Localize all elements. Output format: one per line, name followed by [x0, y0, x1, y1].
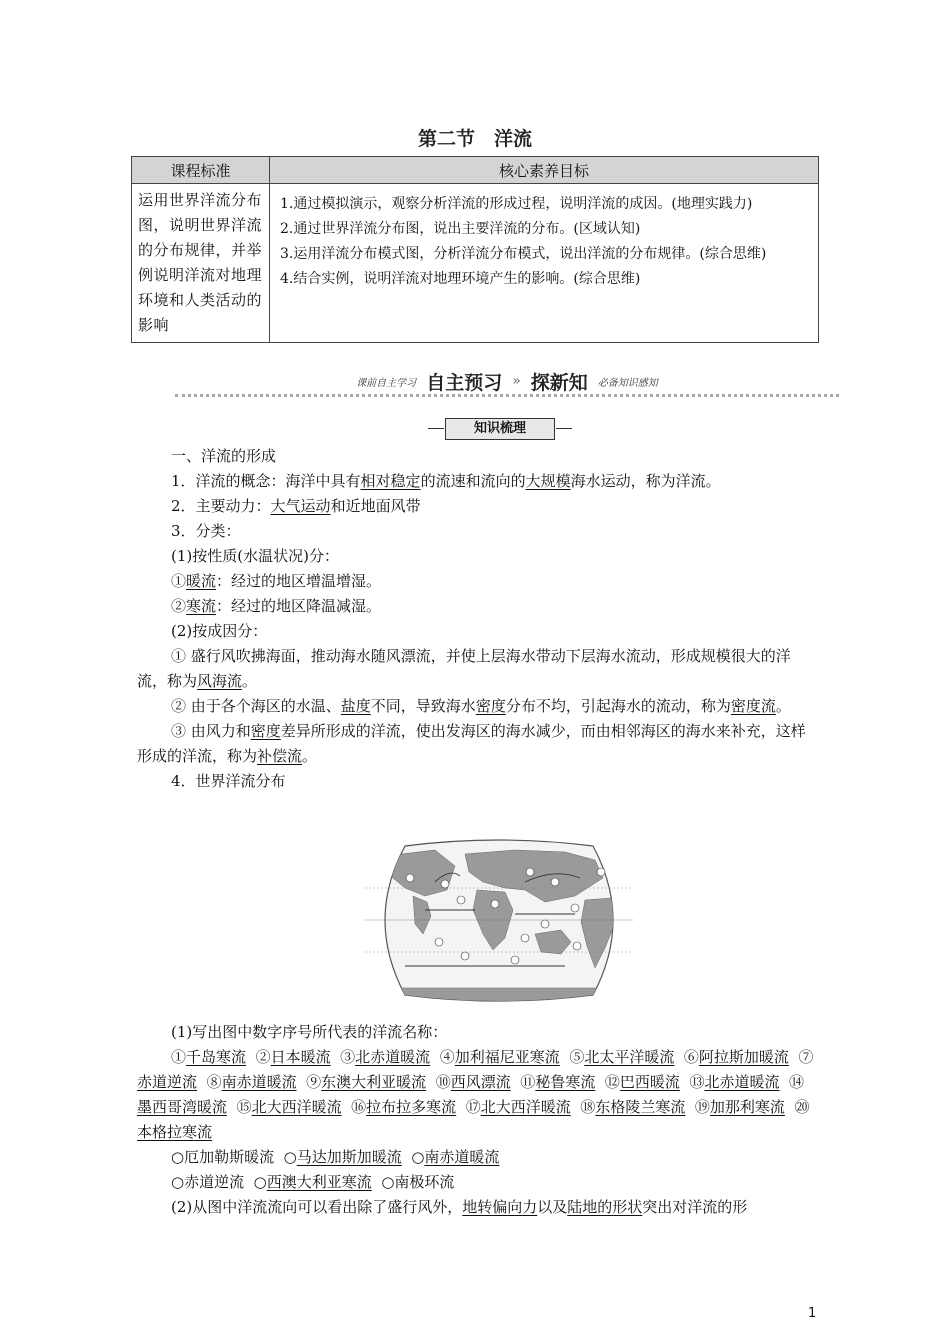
- current-item: [436, 1073, 511, 1091]
- banner-main-label-2: 探新知: [530, 371, 588, 394]
- paragraph: ② 由于各个海区的水温、盐度不同，导致海水密度分布不均，引起海水的流动，称为密度流。: [171, 697, 791, 715]
- current-name: 本格拉寒流: [137, 1123, 213, 1141]
- paragraph: (2)按成因分：: [171, 622, 268, 640]
- current-name: 厄加勒斯暖流: [184, 1148, 275, 1166]
- current-name: 北赤道暖流: [704, 1073, 780, 1091]
- current-number: ⑬: [689, 1073, 705, 1091]
- current-number: ○: [171, 1148, 185, 1166]
- current-name: 加利福尼亚寒流: [454, 1048, 560, 1066]
- current-item: [411, 1148, 499, 1166]
- goal-item: 1.通过模拟演示，观察分析洋流的形成过程，说明洋流的成因。(地理实践力): [280, 196, 753, 212]
- current-number: ○: [411, 1148, 425, 1166]
- paragraph: ① 盛行风吹拂海面，推动海水随风漂流，并使上层海水带动下层海水流动，形成规模很大的洋流，称为风海流。: [137, 647, 791, 690]
- current-name: 马达加斯加暖流: [296, 1148, 402, 1166]
- paragraph: ①暖流：经过的地区增温增湿。: [171, 572, 382, 590]
- current-number: ○: [381, 1173, 395, 1191]
- current-number: ○: [171, 1173, 185, 1191]
- current-number: ⑳: [794, 1098, 810, 1116]
- goal-item: 3.运用洋流分布模式图，分析洋流分布模式，说出洋流的分布规律。(综合思维): [280, 246, 767, 262]
- section-heading: 一、洋流的形成: [171, 447, 277, 465]
- current-name: 阿拉斯加暖流: [698, 1048, 789, 1066]
- current-name: 东格陵兰寒流: [595, 1098, 686, 1116]
- current-name: 西澳大利亚寒流: [266, 1173, 372, 1191]
- current-number: ⑨: [306, 1073, 322, 1091]
- current-name: 西风漂流: [450, 1073, 511, 1091]
- current-item: [580, 1098, 685, 1116]
- paragraph: ③ 由风力和密度差异所形成的洋流，使出发海区的海水减少，而由相邻海区的海水来补充，这样形成的洋流，称为补偿流。: [137, 722, 806, 765]
- extra-current-list: [137, 1145, 819, 1170]
- paragraph: 4．世界洋流分布: [171, 772, 286, 790]
- current-number: ○: [253, 1173, 267, 1191]
- body-text: [137, 444, 819, 794]
- current-number: ⑪: [520, 1073, 536, 1091]
- current-item: [284, 1148, 402, 1166]
- current-name: 日本暖流: [270, 1048, 331, 1066]
- current-number: ⑫: [604, 1073, 620, 1091]
- current-name: 赤道逆流: [137, 1073, 198, 1091]
- extra-current-list: [137, 1170, 819, 1195]
- current-name: 南极环流: [394, 1173, 455, 1191]
- current-number: ○: [283, 1148, 297, 1166]
- goal-item: 4.结合实例，说明洋流对地理环境产生的影响。(综合思维): [280, 271, 641, 287]
- current-item: [381, 1173, 454, 1191]
- current-number: ⑤: [569, 1048, 585, 1066]
- paragraph: 2．主要动力：大气运动和近地面风带: [171, 497, 421, 515]
- current-name: 秘鲁寒流: [535, 1073, 596, 1091]
- goals-cell: [270, 184, 819, 343]
- current-name: 千岛寒流: [186, 1048, 247, 1066]
- current-name: 北赤道暖流: [355, 1048, 431, 1066]
- current-number: ⑭: [789, 1073, 805, 1091]
- current-number: ⑲: [694, 1098, 710, 1116]
- current-name: 东澳大利亚暖流: [321, 1073, 427, 1091]
- list-intro: (1)写出图中数字序号所代表的洋流名称：: [171, 1023, 448, 1041]
- page-title: 第二节 洋流: [417, 128, 532, 150]
- curriculum-table: [131, 156, 819, 343]
- paragraph: ②寒流：经过的地区降温减湿。: [171, 597, 382, 615]
- current-number: ②: [255, 1048, 271, 1066]
- current-item: [689, 1073, 779, 1091]
- current-name: 赤道逆流: [184, 1173, 245, 1191]
- page-number: 1: [808, 1306, 817, 1321]
- paragraph: 3．分类：: [171, 522, 241, 540]
- current-item: [237, 1098, 342, 1116]
- current-number: ⑧: [206, 1073, 222, 1091]
- current-item: [605, 1073, 680, 1091]
- current-name: 巴西暖流: [619, 1073, 680, 1091]
- banner-left-label: 课前自主学习: [356, 377, 417, 389]
- banner-right-label: 必备知识感知: [597, 377, 658, 389]
- current-name: 北大西洋暖流: [480, 1098, 571, 1116]
- current-number: ⑥: [683, 1048, 699, 1066]
- current-name: 北大西洋暖流: [251, 1098, 342, 1116]
- current-item: [254, 1173, 372, 1191]
- knowledge-tag: 知识梳理: [445, 418, 555, 440]
- current-item: [256, 1048, 331, 1066]
- current-item: [171, 1048, 246, 1066]
- current-names-list: [137, 1020, 819, 1220]
- table-header-goals: 核心素养目标: [270, 157, 819, 184]
- current-item: [171, 1148, 274, 1166]
- paragraph: (1)按性质(水温状况)分：: [171, 547, 339, 565]
- current-name: 北太平洋暖流: [584, 1048, 675, 1066]
- current-number: ③: [340, 1048, 356, 1066]
- paragraph: 1．洋流的概念：海洋中具有相对稳定的流速和流向的大规模海水运动，称为洋流。: [171, 472, 721, 490]
- current-item: [684, 1048, 789, 1066]
- chevron-right-icon: »: [512, 373, 521, 389]
- world-ocean-currents-map: [365, 838, 633, 1003]
- current-name: 南赤道暖流: [221, 1073, 297, 1091]
- current-name: 南赤道暖流: [424, 1148, 500, 1166]
- current-number: ⑯: [351, 1098, 367, 1116]
- current-name: 墨西哥湾暖流: [137, 1098, 228, 1116]
- current-item: [171, 1173, 244, 1191]
- current-name: 拉布拉多寒流: [366, 1098, 457, 1116]
- current-number: ⑦: [798, 1048, 814, 1066]
- current-number: ⑩: [435, 1073, 451, 1091]
- numbered-current-list: [137, 1045, 819, 1145]
- current-item: [306, 1073, 426, 1091]
- current-item: [695, 1098, 785, 1116]
- current-item: [207, 1073, 297, 1091]
- current-name: 加那利寒流: [709, 1098, 785, 1116]
- current-number: ①: [171, 1048, 187, 1066]
- current-number: ⑰: [465, 1098, 481, 1116]
- curriculum-standard-cell: 运用世界洋流分布图，说明世界洋流的分布规律，并举例说明洋流对地理环境和人类活动的影响: [132, 184, 270, 343]
- table-header-standard: 课程标准: [132, 157, 270, 184]
- current-item: [466, 1098, 571, 1116]
- current-item: [520, 1073, 595, 1091]
- current-item: [440, 1048, 560, 1066]
- current-item: [351, 1098, 456, 1116]
- goal-item: 2.通过世界洋流分布图，说出主要洋流的分布。(区域认知): [280, 221, 641, 237]
- banner-main-label-1: 自主预习: [426, 371, 503, 394]
- question-2: (2)从图中洋流流向可以看出除了盛行风外，地转偏向力以及陆地的形状突出对洋流的形: [171, 1198, 748, 1216]
- section-banner: [175, 368, 839, 397]
- current-number: ⑱: [580, 1098, 596, 1116]
- current-item: [340, 1048, 430, 1066]
- current-item: [569, 1048, 674, 1066]
- current-number: ⑮: [236, 1098, 252, 1116]
- current-number: ④: [439, 1048, 455, 1066]
